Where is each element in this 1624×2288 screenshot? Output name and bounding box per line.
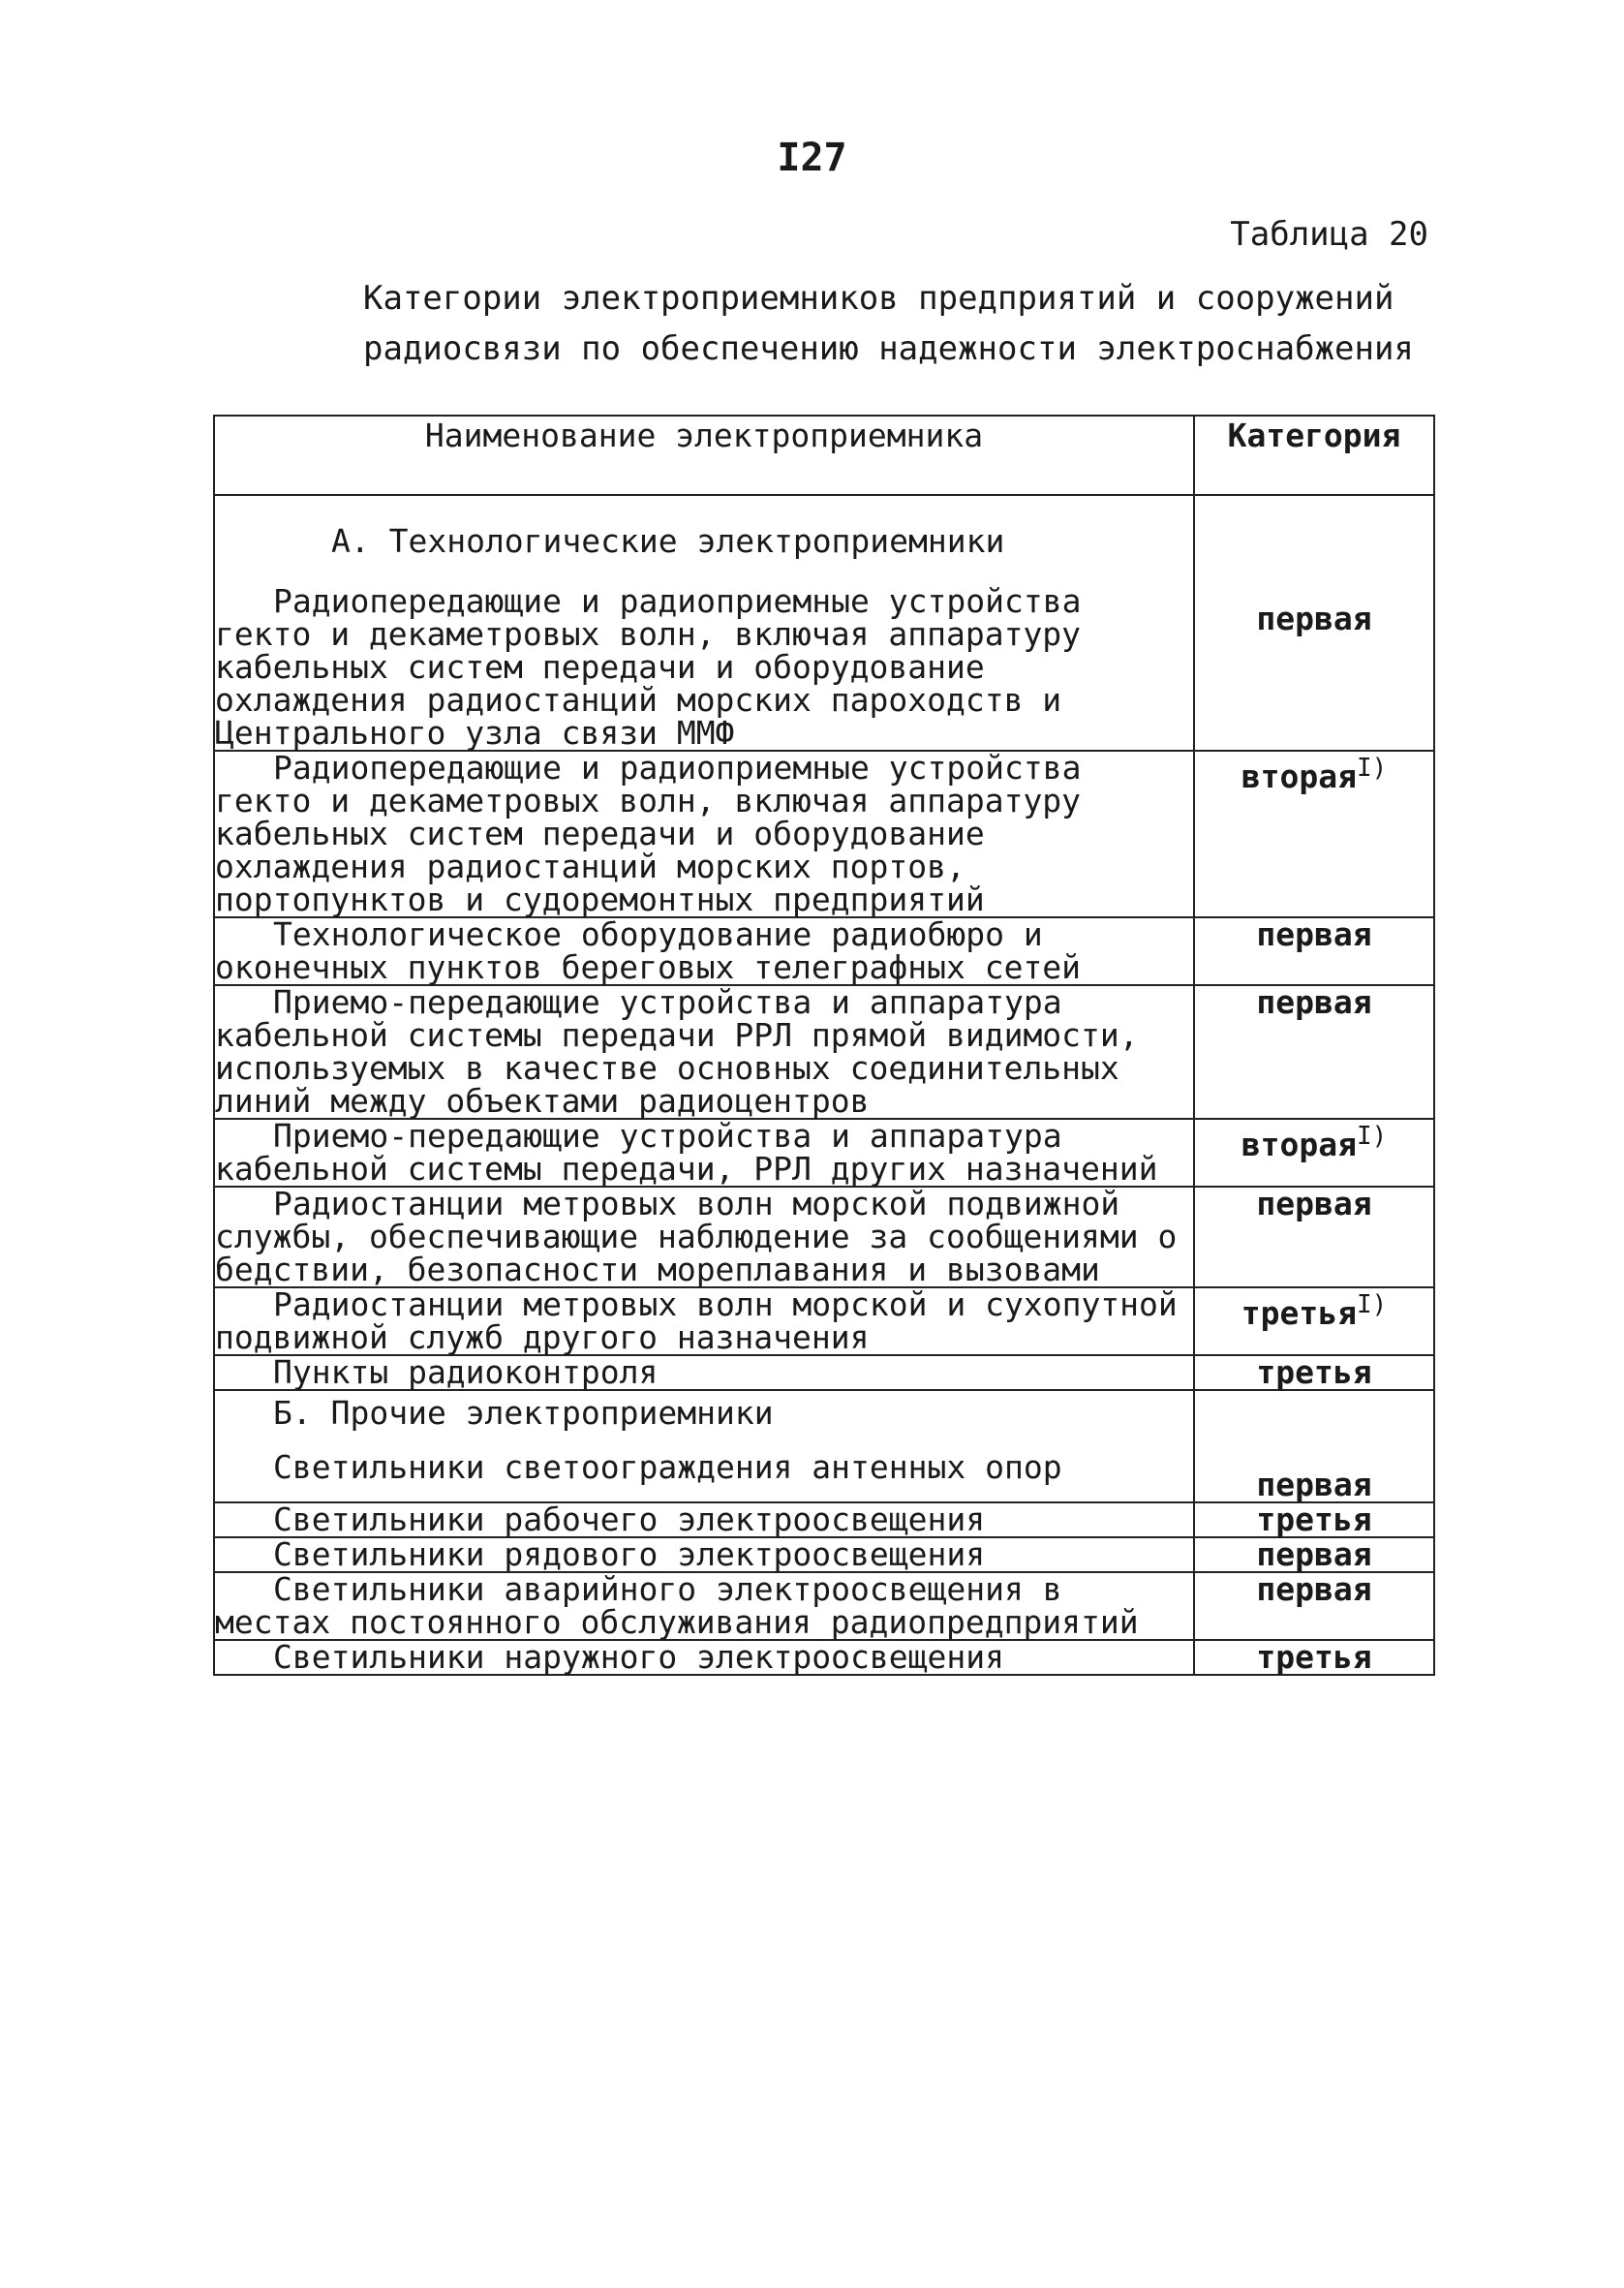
row-category: первая [1194, 917, 1434, 985]
footnote-mark: I) [1356, 1290, 1388, 1319]
row-category: первая [1194, 1187, 1434, 1287]
row-category: первая [1194, 495, 1434, 751]
table-row [214, 1355, 1434, 1390]
row-category: третья [1194, 1355, 1434, 1390]
table-row [214, 1640, 1434, 1675]
header-name: Наименование электроприемника [214, 416, 1194, 495]
row-category [1194, 751, 1434, 917]
footnote-mark: I) [1356, 1122, 1388, 1151]
table-row [214, 1537, 1434, 1572]
table-row [214, 1187, 1434, 1287]
row-name: Радиостанции метровых волн морской и сухопутной подвижной служб другого назначения [215, 1285, 1178, 1356]
row-name: Светильники рядового электроосвещения [273, 1535, 986, 1573]
row-category: третья [1194, 1502, 1434, 1537]
category-value: третья [1241, 1294, 1357, 1332]
row-category: первая [1194, 1572, 1434, 1640]
table-caption [363, 273, 1428, 374]
table-row [214, 1502, 1434, 1537]
row-name: Приемо-передающие устройства и аппаратура кабельной системы передачи РРЛ прямой видимости, используемых в качестве основных соединительных линий между объектами радиоцентров [215, 983, 1139, 1120]
table-row [214, 1119, 1434, 1187]
row-category [1194, 1119, 1434, 1187]
table-row [214, 1287, 1434, 1355]
row-name: Светильники аварийного электроосвещения в местах постоянного обслуживания радиопредприятий [215, 1570, 1139, 1641]
row-category: первая [1194, 1390, 1434, 1502]
footnote-mark: I) [1356, 754, 1388, 783]
table-row [214, 917, 1434, 985]
table-row [214, 985, 1434, 1119]
categories-table [213, 415, 1435, 1676]
table-row [214, 1390, 1434, 1502]
page-number: I27 [777, 136, 847, 180]
row-category: первая [1194, 985, 1434, 1119]
row-category [1194, 1287, 1434, 1355]
header-category: Категория [1194, 416, 1434, 495]
table-row [214, 495, 1434, 751]
row-name: Радиопередающие и радиоприемные устройства гекто и декаметровых волн, включая аппаратуру кабельных систем передачи и оборудование охлаждения радиостанций морских пароходств и Центрального узла связи ММФ [215, 582, 1082, 752]
caption-line-1: Категории электроприемников предприятий и сооружений [363, 279, 1394, 318]
row-name: Радиопередающие и радиоприемные устройства гекто и декаметровых волн, включая аппаратуру кабельных систем передачи и оборудование охлаждения радиостанций морских портов, портопунктов и судоремонтных предприятий [215, 749, 1082, 918]
row-name: Светильники светоограждения антенных опор [273, 1448, 1062, 1486]
row-category: третья [1194, 1640, 1434, 1675]
category-value: вторая [1241, 1126, 1357, 1163]
section-b-heading: Б. Прочие электроприемники [273, 1394, 774, 1432]
caption-line-2: радиосвязи по обеспечению надежности электроснабжения [363, 329, 1414, 368]
category-value: вторая [1241, 758, 1357, 795]
row-category: первая [1194, 1537, 1434, 1572]
row-name: Пункты радиоконтроля [273, 1353, 659, 1391]
row-name: Светильники наружного электроосвещения [273, 1638, 1004, 1676]
row-name: Радиостанции метровых волн морской подвижной службы, обеспечивающие наблюдение за сообщениями о бедствии, безопасности мореплавания и вызовами [215, 1185, 1178, 1288]
table-row [214, 751, 1434, 917]
table-header-row [214, 416, 1434, 495]
table-row [214, 1572, 1434, 1640]
section-a-heading: А. Технологические электроприемники [331, 522, 1005, 560]
row-name: Приемо-передающие устройства и аппаратура кабельной системы передачи, РРЛ других назначений [215, 1117, 1158, 1188]
table-label: Таблица 20 [1230, 215, 1428, 254]
row-name: Технологическое оборудование радиобюро и оконечных пунктов береговых телеграфных сетей [215, 915, 1082, 986]
row-name: Светильники рабочего электроосвещения [273, 1500, 986, 1538]
